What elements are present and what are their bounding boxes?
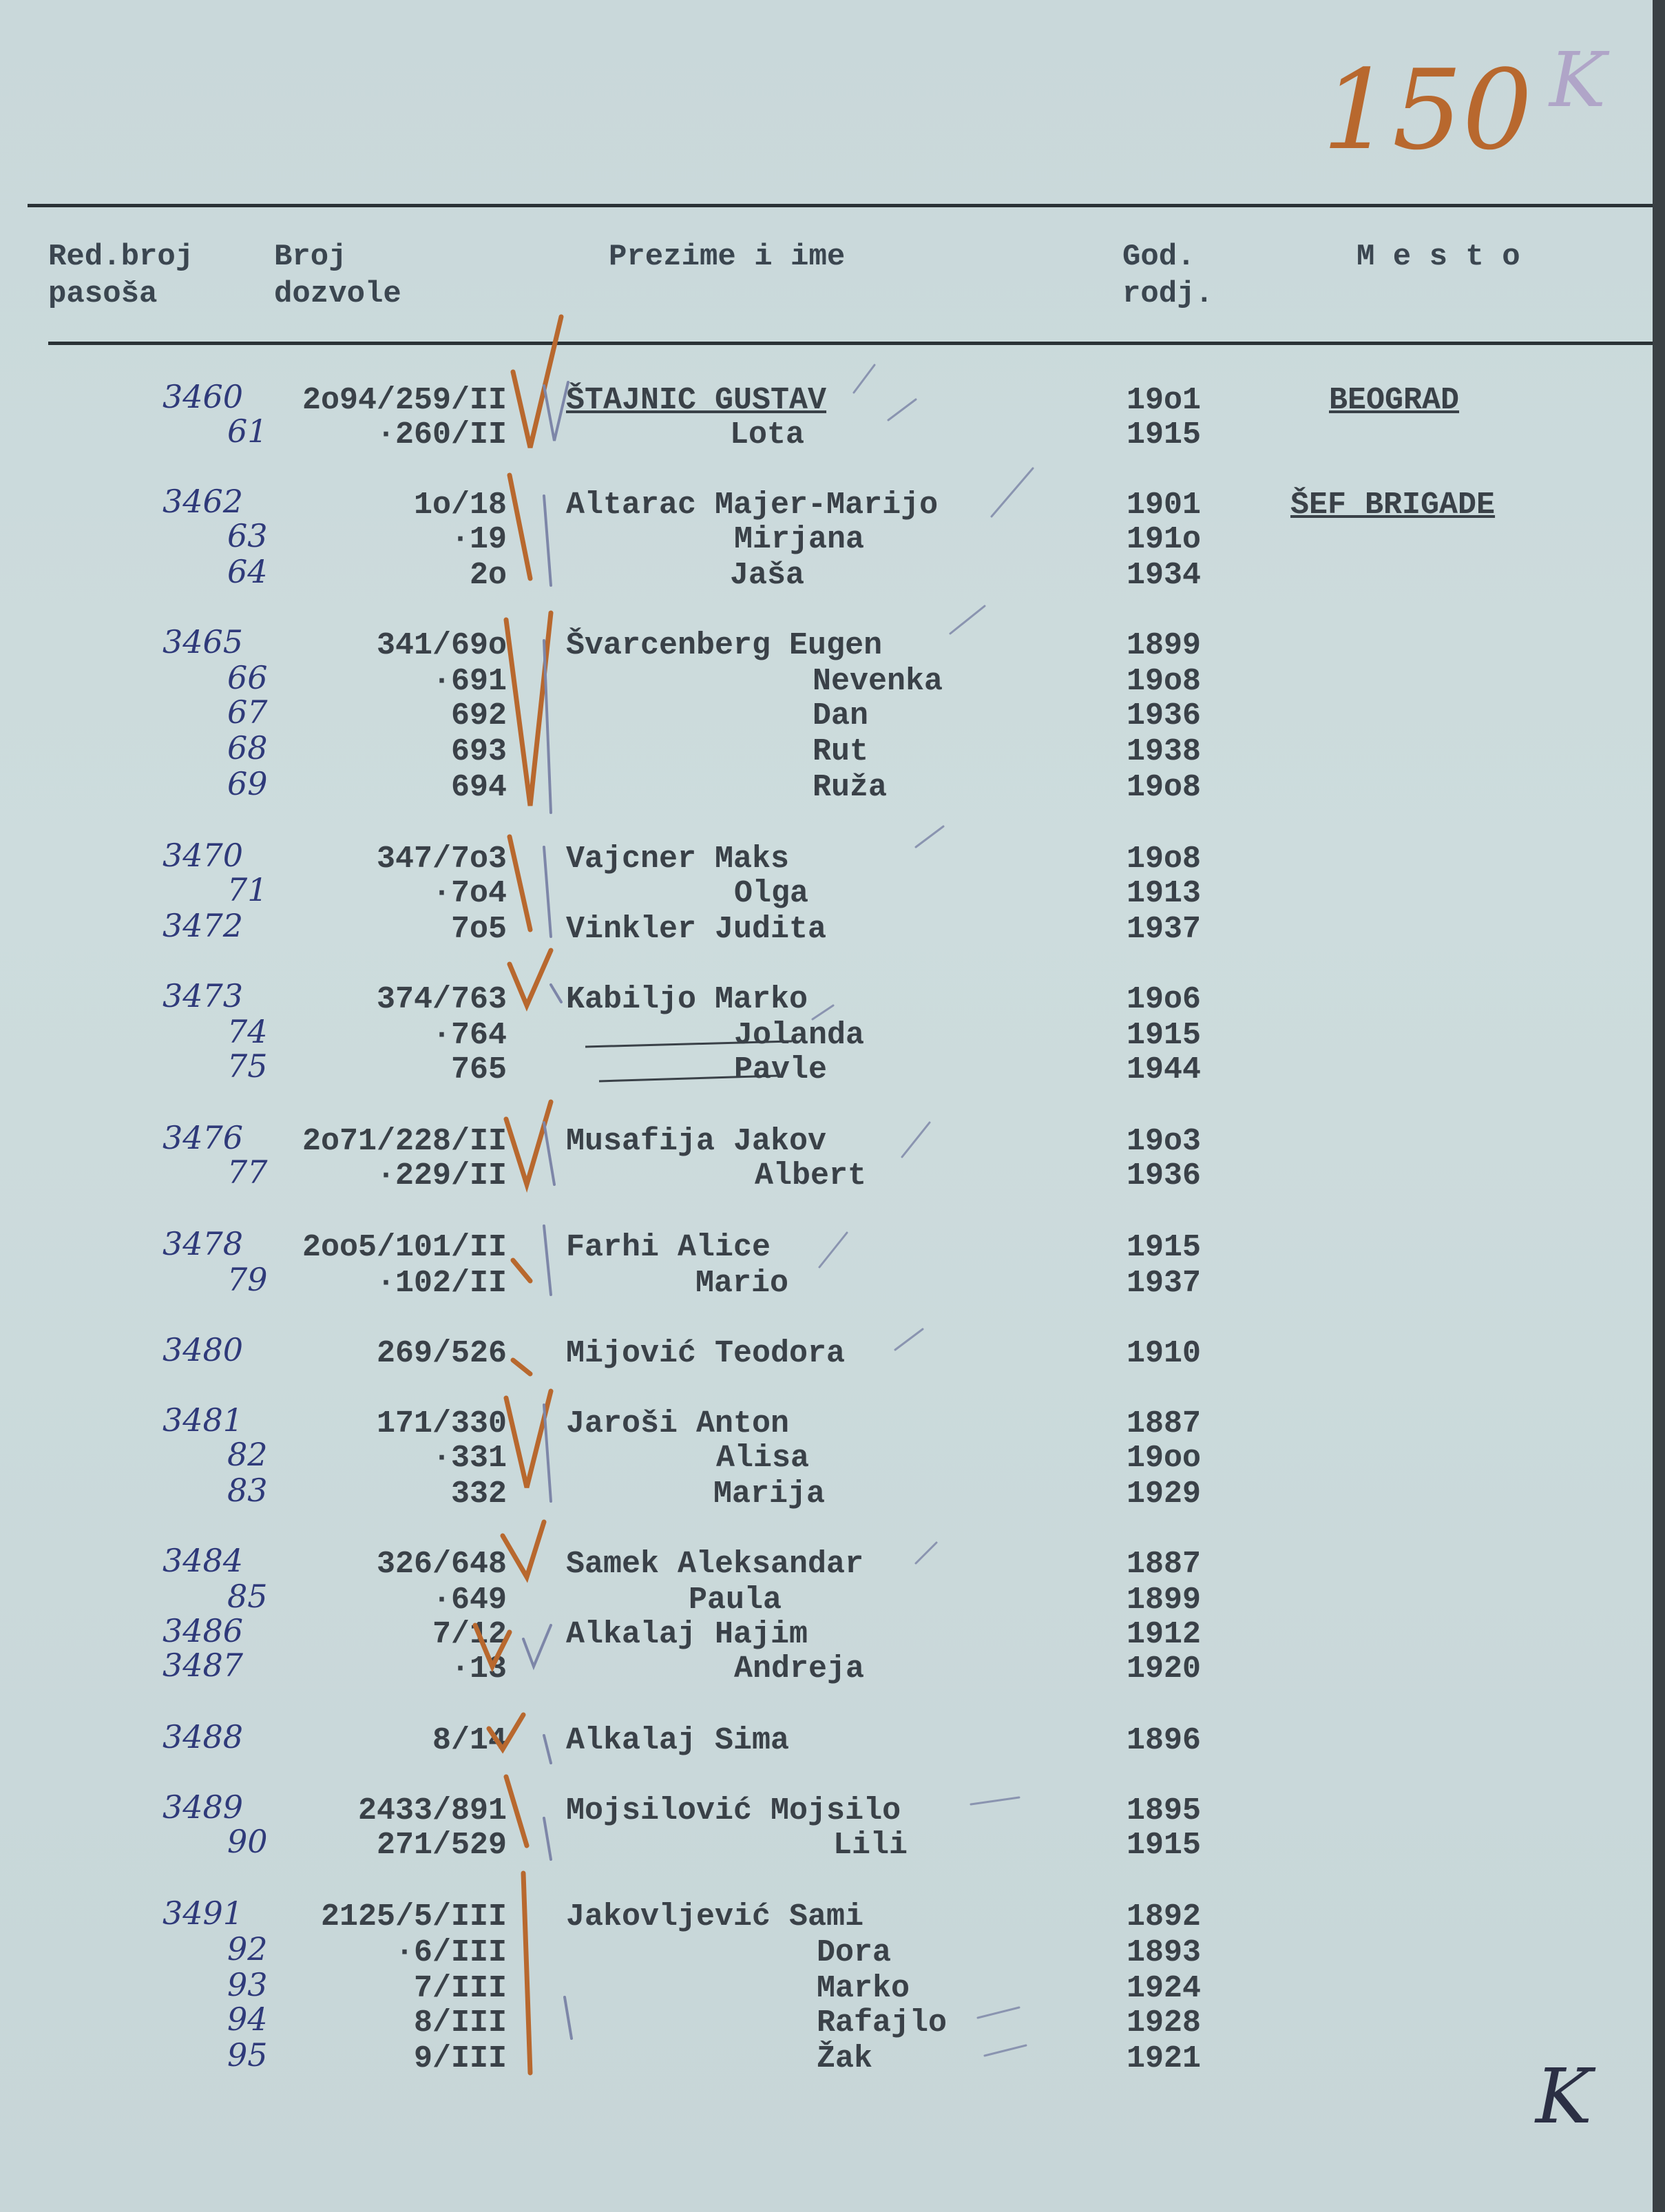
passport-number: 3478	[163, 1225, 244, 1262]
permit-number: 2125/5/III	[320, 1899, 507, 1934]
person-name: Farhi Alice	[566, 1230, 771, 1265]
birth-year: 1937	[1127, 1266, 1202, 1301]
handwritten-initial-bottom: K	[1536, 2052, 1593, 2140]
person-name: Pavle	[734, 1052, 828, 1087]
person-name: Olga	[734, 876, 809, 911]
permit-number: ·19	[450, 522, 507, 557]
permit-number: 765	[450, 1052, 507, 1087]
passport-number: 68	[227, 729, 268, 766]
birth-year: 1899	[1127, 1583, 1202, 1618]
passport-number: 3470	[163, 837, 244, 874]
birth-year: 1924	[1127, 1971, 1202, 2006]
birth-year: 1887	[1127, 1547, 1202, 1582]
person-name: Alisa	[716, 1441, 810, 1476]
header-permit-no: Broj dozvole	[274, 240, 401, 311]
person-name: Altarac Majer-Marijo	[566, 488, 939, 523]
passport-number: 3473	[163, 977, 244, 1014]
passport-number: 3480	[163, 1331, 244, 1368]
birth-year: 1921	[1127, 2041, 1202, 2076]
person-name: Mojsilović Mojsilo	[566, 1793, 901, 1828]
person-name: Albert	[755, 1158, 867, 1193]
person-name: Lili	[833, 1828, 908, 1863]
birth-year: 19o1	[1127, 383, 1202, 418]
permit-number: ·691	[432, 664, 507, 699]
birth-year: 19o3	[1127, 1124, 1202, 1159]
permit-number: 692	[450, 698, 507, 733]
permit-number: ·102/II	[376, 1266, 507, 1301]
person-name: Paula	[689, 1583, 782, 1618]
person-name: Kabiljo Marko	[566, 982, 808, 1017]
permit-number: 7/III	[413, 1971, 507, 2006]
page-number: 150	[1322, 45, 1533, 174]
birth-year: 1912	[1127, 1617, 1202, 1652]
person-name: Lota	[730, 417, 805, 452]
permit-number: 8/14	[432, 1723, 507, 1758]
permit-number: 332	[450, 1477, 507, 1512]
passport-number: 77	[227, 1154, 268, 1191]
person-name: Marko	[817, 1971, 910, 2006]
permit-number: 9/III	[413, 2041, 507, 2076]
passport-number: 64	[227, 553, 268, 590]
person-name: Švarcenberg Eugen	[566, 628, 883, 663]
person-name: Musafija Jakov	[566, 1124, 827, 1159]
passport-number: 3465	[163, 623, 244, 660]
birth-year: 1892	[1127, 1899, 1202, 1934]
passport-number: 3486	[163, 1612, 244, 1649]
permit-number: 2o71/228/II	[302, 1124, 507, 1159]
birth-year: 1938	[1127, 734, 1202, 769]
permit-number: 374/763	[376, 982, 507, 1017]
birth-year: 19o6	[1127, 982, 1202, 1017]
birth-year: 1936	[1127, 698, 1202, 733]
person-name: Jaša	[730, 558, 805, 593]
birth-year: 1929	[1127, 1477, 1202, 1512]
passport-number: 63	[227, 517, 268, 554]
person-name: Dora	[817, 1935, 892, 1970]
birth-year: 1936	[1127, 1158, 1202, 1193]
person-name: Jakovljević Sami	[566, 1899, 864, 1934]
passport-number: 69	[227, 765, 268, 802]
birth-year: 19o8	[1127, 842, 1202, 877]
handwritten-initial-top: K	[1549, 36, 1606, 124]
passport-number: 95	[227, 2036, 268, 2074]
person-name: Vajcner Maks	[566, 842, 790, 877]
permit-number: ·6/III	[395, 1935, 507, 1970]
birth-year: 1910	[1127, 1336, 1202, 1371]
birth-year: 1887	[1127, 1406, 1202, 1441]
header-name: Prezime i ime	[609, 240, 846, 274]
passport-number: 3484	[163, 1542, 244, 1579]
permit-number: 326/648	[376, 1547, 507, 1582]
passport-number: 94	[227, 2001, 268, 2038]
birth-year: 1915	[1127, 417, 1202, 452]
birth-year: 1934	[1127, 558, 1202, 593]
passport-number: 67	[227, 693, 268, 731]
permit-number: 271/529	[376, 1828, 507, 1863]
person-name: Dan	[813, 698, 869, 733]
person-name: Rut	[813, 734, 869, 769]
permit-number: 341/69o	[376, 628, 507, 663]
birth-year: 1944	[1127, 1052, 1202, 1087]
birth-year: 19o8	[1127, 664, 1202, 699]
passport-number: 90	[227, 1823, 268, 1860]
person-name: Rafajlo	[817, 2005, 947, 2041]
passport-number: 3487	[163, 1647, 244, 1684]
passport-number: 3481	[163, 1401, 244, 1439]
permit-number: ·331	[432, 1441, 507, 1476]
passport-number: 71	[227, 871, 268, 908]
birth-year: 1915	[1127, 1828, 1202, 1863]
page-edge-shadow	[1653, 0, 1665, 2212]
permit-number: ·7o4	[432, 876, 507, 911]
permit-number: 269/526	[376, 1336, 507, 1371]
person-name: Samek Aleksandar	[566, 1547, 864, 1582]
permit-number: ·260/II	[376, 417, 507, 452]
person-name: Mijović Teodora	[566, 1336, 846, 1371]
person-name: Mirjana	[734, 522, 865, 557]
birth-year: 1915	[1127, 1230, 1202, 1265]
passport-number: 61	[227, 413, 268, 450]
passport-number: 3460	[163, 378, 244, 415]
passport-number: 74	[227, 1013, 268, 1050]
birth-year: 1937	[1127, 912, 1202, 947]
birth-year: 1896	[1127, 1723, 1202, 1758]
passport-number: 3488	[163, 1718, 244, 1755]
permit-number: ·649	[432, 1583, 507, 1618]
birth-year: 1893	[1127, 1935, 1202, 1970]
person-name: Jaroši Anton	[566, 1406, 790, 1441]
permit-number: 2oo5/101/II	[302, 1230, 507, 1265]
person-name: Žak	[817, 2041, 873, 2076]
person-name: Ruža	[813, 770, 888, 805]
permit-number: 1o/18	[413, 488, 507, 523]
person-name: Vinkler Judita	[566, 912, 827, 947]
passport-number: 93	[227, 1966, 268, 2003]
permit-number: 2433/891	[357, 1793, 507, 1828]
birth-year: 1913	[1127, 876, 1202, 911]
header-passport-no: Red.broj pasoša	[48, 240, 194, 311]
person-name: Alkalaj Hajim	[566, 1617, 808, 1652]
person-name: ŠTAJNIC GUSTAV	[566, 383, 827, 418]
permit-number: ·229/II	[376, 1158, 507, 1193]
passport-number: 3462	[163, 483, 244, 520]
birth-year: 1920	[1127, 1651, 1202, 1687]
passport-number: 66	[227, 659, 268, 696]
passport-number: 79	[227, 1261, 268, 1298]
passport-number: 75	[227, 1047, 268, 1085]
person-name: Andreja	[734, 1651, 865, 1687]
birth-year: 19o8	[1127, 770, 1202, 805]
permit-number: ·13	[450, 1651, 507, 1687]
permit-number: 694	[450, 770, 507, 805]
passport-number: 85	[227, 1578, 268, 1615]
person-name: Nevenka	[813, 664, 943, 699]
birth-year: 19oo	[1127, 1441, 1202, 1476]
permit-number: 8/III	[413, 2005, 507, 2041]
birth-year: 1915	[1127, 1018, 1202, 1053]
birth-year: 191o	[1127, 522, 1202, 557]
birth-year: 1895	[1127, 1793, 1202, 1828]
birth-year: 1928	[1127, 2005, 1202, 2041]
place: ŠEF BRIGADE	[1290, 488, 1496, 523]
passport-number: 3476	[163, 1119, 244, 1156]
passport-number: 3491	[163, 1895, 244, 1932]
permit-number: 7o5	[450, 912, 507, 947]
passport-number: 82	[227, 1436, 268, 1473]
permit-number: 347/7o3	[376, 842, 507, 877]
permit-number: ·764	[432, 1018, 507, 1053]
birth-year: 1901	[1127, 488, 1202, 523]
permit-number: 171/330	[376, 1406, 507, 1441]
permit-number: 7/12	[432, 1617, 507, 1652]
passport-number: 3489	[163, 1788, 244, 1826]
person-name: Mario	[695, 1266, 789, 1301]
place: BEOGRAD	[1329, 383, 1460, 418]
person-name: Alkalaj Sima	[566, 1723, 790, 1758]
permit-number: 693	[450, 734, 507, 769]
passport-number: 3472	[163, 907, 244, 944]
person-name: Jolanda	[734, 1018, 865, 1053]
passport-number: 92	[227, 1930, 268, 1968]
header-birth-year: God. rodj.	[1122, 240, 1214, 311]
permit-number: 2o	[469, 558, 507, 593]
permit-number: 2o94/259/II	[302, 383, 507, 418]
person-name: Marija	[713, 1477, 826, 1512]
birth-year: 1899	[1127, 628, 1202, 663]
passport-number: 83	[227, 1472, 268, 1509]
header-place: M e s t o	[1357, 240, 1520, 274]
